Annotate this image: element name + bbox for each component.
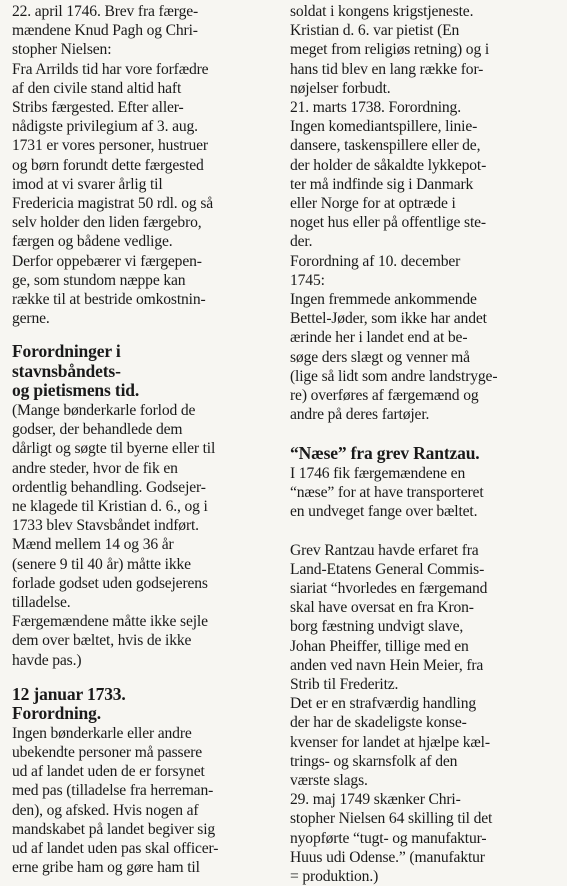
text-line: = produktion.): [290, 868, 379, 886]
text-line: Færgemændene måtte ikke sejle: [12, 613, 208, 631]
text-line: der.: [290, 233, 313, 251]
text-line: stopher Nielsen 64 skilling til det: [290, 810, 493, 828]
intro-paragraph: [12, 401, 280, 670]
text-line: soldat i kongens krigstjeneste.: [290, 3, 474, 20]
text-line: Stribs færgested. Efter aller-: [12, 99, 184, 117]
text-line: færgen og bådene vedlige.: [12, 233, 173, 251]
text-line: Strib til Frederitz.: [290, 676, 399, 693]
continuation-paragraph: [290, 2, 558, 424]
text-line: Fredericia magistrat 50 rdl. og så: [12, 195, 214, 213]
text-line: og børn forundt dette færgested: [12, 156, 204, 174]
section-heading-1733: [12, 685, 280, 724]
text-line: Det er en strafværdig handling: [290, 695, 477, 713]
text-line: nådigste privilegium af 3. aug.: [12, 118, 198, 136]
text-line: 22. april 1746. Brev fra færge-: [12, 3, 199, 20]
text-line: anden ved navn Hein Meier, fra: [290, 656, 484, 674]
text-line: af den civile stand altid haft: [12, 79, 182, 97]
text-line: række til at bestride omkostnin-: [12, 291, 206, 309]
text-line: Forordning.: [12, 703, 101, 724]
text-line: ubekendte personer må passere: [12, 744, 203, 761]
text-line: Kristian d. 6. var pietist (En: [290, 22, 460, 40]
ordinance-paragraph: [12, 724, 280, 878]
text-line: der holder de såkaldte lykkepot-: [290, 156, 487, 174]
text-line: ud af landet uden de er forsynet: [12, 763, 205, 781]
text-line: siariat “hvorledes en færgemand: [290, 579, 488, 597]
text-line: selv holder den liden færgebro,: [12, 214, 202, 232]
text-line: “næse” for at have transporteret: [290, 484, 484, 502]
text-line: ter må indfinde sig i Danmark: [290, 175, 474, 193]
section-heading-ordinances: [12, 342, 280, 401]
text-line: noget hus eller på offentlige ste-: [290, 214, 486, 232]
text-line: mændene Knud Pagh og Chri-: [12, 22, 198, 40]
text-line: med pas (tilladelse fra herreman-: [12, 782, 214, 800]
text-line: Grev Rantzau havde erfaret fra: [290, 541, 479, 559]
text-line: 12 januar 1733.: [12, 683, 126, 704]
text-line: mandskabet på landet begiver sig: [12, 820, 216, 838]
text-line: Mænd mellem 14 og 36 år: [12, 536, 174, 554]
text-line: stavnsbåndets-: [12, 360, 121, 381]
section-heading-rantzau: “Næse” fra grev Rantzau.: [290, 443, 480, 464]
text-line: Johan Pheiffer, tillige med en: [290, 637, 469, 655]
text-line: nøjelser forbudt.: [290, 79, 391, 97]
text-line: nyopførte “tugt- og manufaktur-: [290, 829, 487, 847]
text-line: trings- og skarnsfolk af den: [290, 752, 458, 770]
text-line: ne klagede til Kristian d. 6., og i: [12, 497, 208, 515]
text-line: stopher Nielsen:: [12, 41, 112, 59]
text-line: ge, som stundom næppe kan: [12, 271, 186, 289]
text-line: 29. maj 1749 skænker Chri-: [290, 791, 461, 809]
text-line: den), og afsked. Hvis nogen af: [12, 801, 199, 819]
text-line: tilladelse.: [12, 593, 71, 611]
text-line: Ingen komediantspillere, linie-: [290, 118, 478, 136]
text-line: og pietismens tid.: [12, 380, 140, 401]
text-line: imod at vi svarer årlig til: [12, 175, 163, 193]
text-line: Land-Etatens General Commis-: [290, 560, 485, 578]
right-column: [290, 2, 558, 886]
text-line: ærinde her i landet end at be-: [290, 329, 468, 347]
text-line: (lige så lidt som andre landstryge-: [290, 367, 498, 385]
text-line: Forordninger i: [12, 341, 121, 362]
text-line: værste slags.: [290, 772, 368, 790]
text-line: ordentlig behandling. Godsejer-: [12, 478, 206, 496]
text-line: dårligt og søgte til byerne eller til: [12, 440, 216, 458]
text-line: andre steder, hvor de fik en: [12, 459, 178, 477]
text-line: Forordning af 10. december: [290, 252, 461, 270]
text-line: søge ders slægt og venner må: [290, 348, 470, 366]
text-line: gerne.: [12, 310, 50, 328]
text-line: dansere, taskenspillere eller de,: [290, 137, 481, 155]
text-line: forlade godset uden godsejerens: [12, 574, 208, 592]
text-line: borg fæstning undvigt slave,: [290, 618, 464, 636]
text-line: re) overføres af færgemænd og: [290, 387, 479, 405]
rantzau-detail-paragraph: [290, 541, 558, 886]
text-line: eller Norge for at optræde i: [290, 195, 456, 213]
letter-paragraph: [12, 2, 280, 328]
text-line: dem over bæltet, hvis de ikke: [12, 632, 192, 650]
left-column: [12, 2, 280, 877]
text-line: kvenser for landet at hjælpe kæl-: [290, 733, 490, 751]
text-line: 21. marts 1738. Forordning.: [290, 99, 461, 117]
text-line: Huus udi Odense.” (manufaktur: [290, 848, 485, 866]
paragraph-gap: [290, 522, 558, 541]
text-line: Ingen bønderkarle eller andre: [12, 724, 192, 742]
rantzau-summary-paragraph: [290, 464, 558, 522]
text-line: (Mange bønderkarle forlod de: [12, 401, 196, 419]
text-line: 1745:: [290, 271, 325, 289]
text-line: I 1746 fik færgemændene en: [290, 464, 466, 482]
text-line: en undveget fange over bæltet.: [290, 503, 478, 521]
text-line: der har de skadeligste konse-: [290, 714, 467, 732]
text-line: meget from religiøs retning) og i: [290, 41, 490, 59]
text-line: erne gribe ham og gøre ham til: [12, 859, 200, 877]
text-line: 1731 er vores personer, hustruer: [12, 137, 208, 155]
text-line: ud af landet uden pas skal officer-: [12, 840, 219, 858]
text-line: 1733 blev Stavsbåndet indført.: [12, 517, 199, 535]
text-line: andre på deres fartøjer.: [290, 406, 430, 424]
text-line: Ingen fremmede ankommende: [290, 291, 477, 309]
text-line: (senere 9 til 40 år) måtte ikke: [12, 555, 191, 573]
text-line: hans tid blev en lang række for-: [290, 60, 484, 78]
text-line: skal have oversat en fra Kron-: [290, 599, 474, 617]
text-line: havde pas.): [12, 651, 82, 669]
text-line: Derfor oppebærer vi færgepen-: [12, 252, 202, 270]
text-line: Bettel-Jøder, som ikke har andet: [290, 310, 487, 328]
text-line: godser, der behandlede dem: [12, 421, 183, 439]
text-line: Fra Arrilds tid har vore forfædre: [12, 60, 209, 78]
